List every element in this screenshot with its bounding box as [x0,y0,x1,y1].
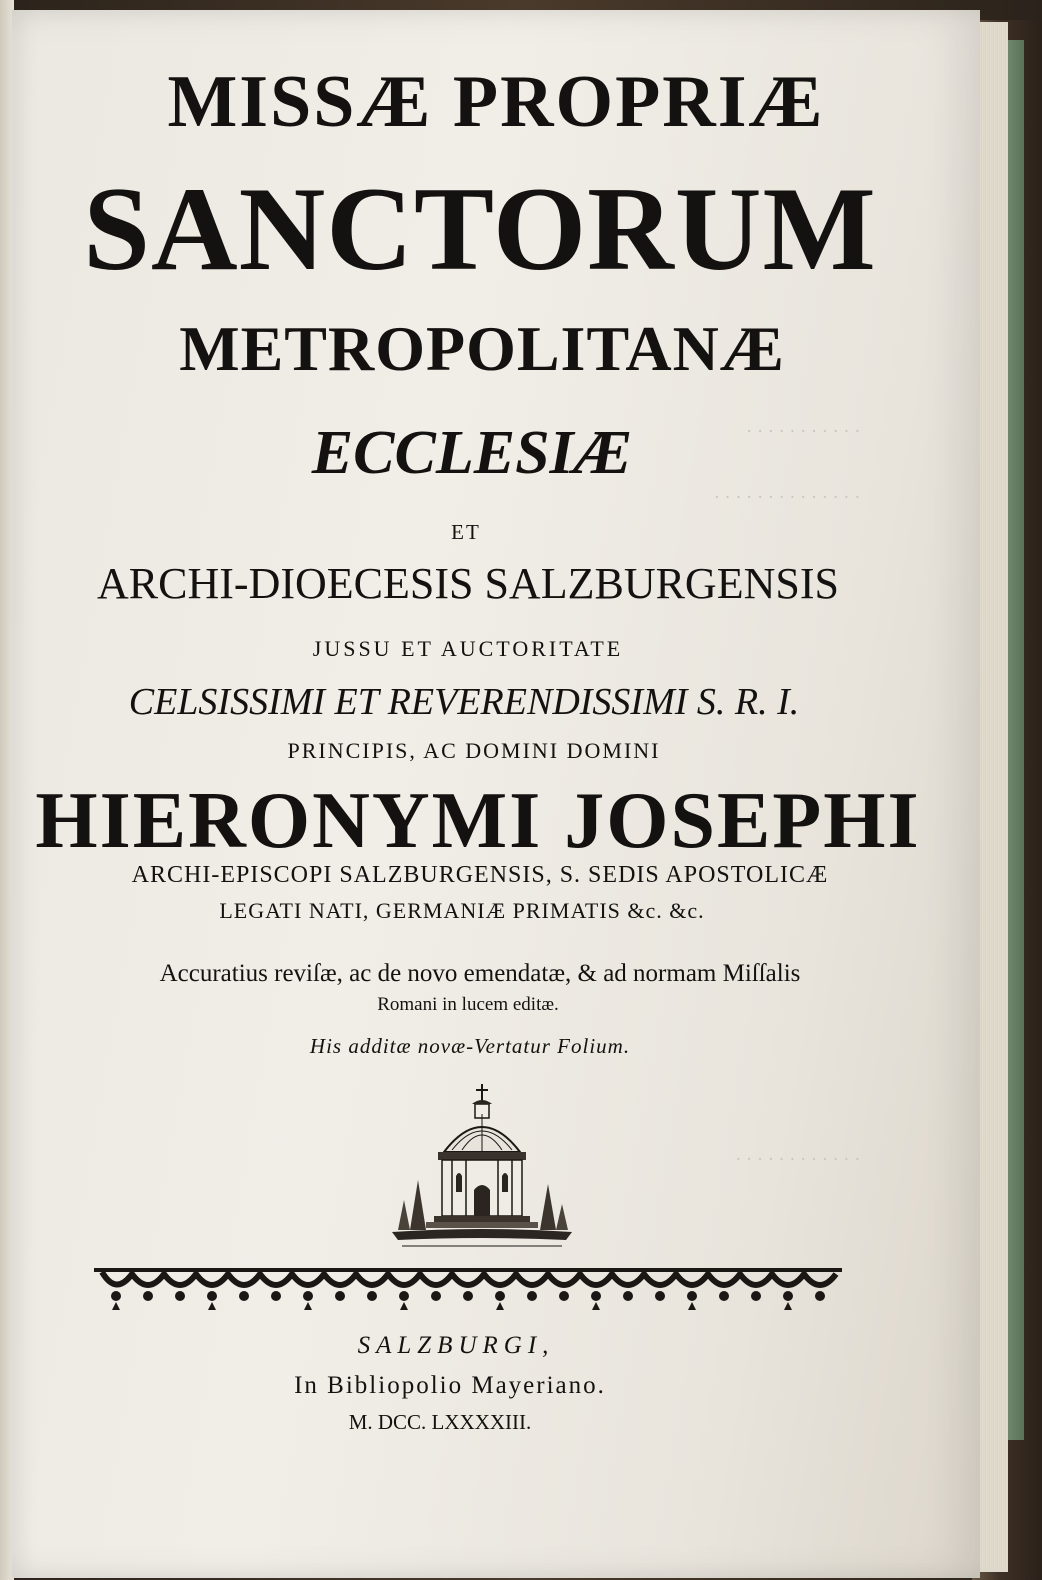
title-line-archiepiscopi: ARCHI-EPISCOPI SALZBURGENSIS, S. SEDIS APOSTOLICÆ [131,862,829,888]
show-through-text: · · · · · · · · · · · · [735,1150,860,1170]
title-page [12,10,980,1578]
imprint-publisher: In Bibliopolio Mayeriano. [294,1372,606,1399]
show-through-text: · · · · · · · · · · · [746,422,860,442]
title-line-principis: PRINCIPIS, AC DOMINI DOMINI [287,738,661,763]
show-through-text: · · · · · · · · · · · · · · [714,488,860,508]
imprint-place: SALZBURGI, [357,1332,555,1359]
title-line-missae-propriae: MISSÆ PROPRIÆ [167,61,825,143]
title-line-hieronymi: HIERONYMI JOSEPHI [35,777,921,865]
temple-vignette-icon [382,1080,582,1260]
title-line-archidioecesis: ARCHI-DIOECESIS SALZBURGENSIS [97,559,839,608]
title-line-romani: Romani in lucem editæ. [377,994,559,1015]
title-line-accuratius: Accuratius reviſæ, ac de novo emendatæ, & ad normam Miſſalis [159,960,801,987]
title-line-ecclesiae: ECCLESIÆ [311,419,633,487]
imprint-year: M. DCC. LXXXXIII. [348,1410,532,1434]
title-line-et: ET [451,520,481,544]
garland-border-rule [92,1266,844,1312]
title-line-sanctorum: SANCTORUM [83,162,877,295]
title-line-his-additae: His additæ novæ-Vertatur Folium. [309,1034,631,1058]
title-line-jussu: JUSSU ET AUCTORITATE [312,636,624,661]
title-line-metropolitanae: METROPOLITANÆ [179,313,785,384]
title-line-legati: LEGATI NATI, GERMANIÆ PRIMATIS &c. &c. [219,898,705,923]
title-line-celsissimi: CELSISSIMI ET REVERENDISSIMI S. R. I. [128,681,800,723]
